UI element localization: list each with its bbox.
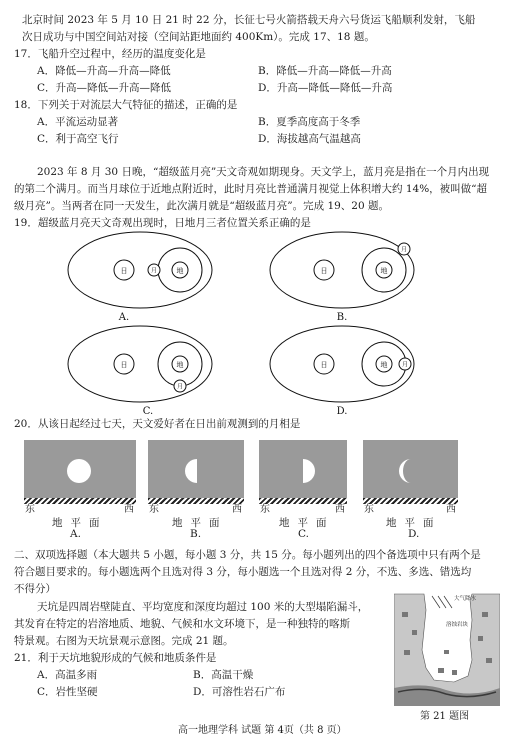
diagram-c-moon-label: 月 (176, 383, 184, 391)
q18-option-b: B．夏季高度高于冬季 (258, 116, 361, 128)
section-2-line-3: 不得分） (14, 583, 56, 595)
figure-21-rock-label: 溶蚀岩块 (446, 622, 469, 628)
passage-3-line-2: 其发育在特定的岩溶地质、地貌、气候和水文环境下，是一种独特的喀斯 (14, 618, 350, 630)
q20-option-a: A. (70, 528, 81, 540)
q20-west-c: 西 (335, 504, 345, 515)
q17-stem: 17．飞船升空过程中，经历的温度变化是 (14, 48, 206, 60)
q21-option-d: D．可溶性岩石广布 (193, 686, 286, 698)
q20-west-a: 西 (124, 504, 134, 515)
q18-option-d: D．海拔越高气温越高 (258, 133, 361, 145)
moon-phase-d (396, 456, 426, 486)
q20-ground-d (363, 498, 458, 504)
q20-ground-label-d: 地平面 (386, 517, 442, 529)
diagram-b-moon-label: 月 (400, 246, 408, 254)
moon-phase-b (182, 456, 212, 486)
diagram-a-earth-orbit (68, 232, 212, 308)
q21-option-b: B．高温干燥 (193, 669, 254, 681)
diagram-d-sun-label: 日 (320, 361, 328, 369)
diagram-b-earth-label: 地 (380, 267, 388, 275)
q20-panel-c (259, 440, 347, 498)
q18-option-c: C．利于高空飞行 (37, 133, 119, 145)
q20-panel-a (24, 440, 136, 498)
passage-1-line-1: 北京时间 2023 年 5 月 10 日 21 时 22 分，长征七号火箭搭载天舟六号货运飞船顺利发射，飞船 (22, 14, 476, 26)
diagram-d-earth-label: 地 (380, 361, 388, 369)
q19-option-b: B. (336, 312, 348, 323)
figure-21-rain-label: 大气降水 (454, 596, 477, 602)
q20-ground-a (24, 498, 136, 504)
q20-ground-label-b: 地平面 (172, 517, 228, 529)
q19-option-a: A. (118, 312, 130, 323)
section-2-line-2: 符合题目要求的。每小题选两个且选对得 3 分，每小题选一个且选对得 2 分，不选、多选、错选均 (14, 566, 472, 578)
diagram-c-sun-label: 日 (120, 361, 128, 369)
passage-2-line-3: 级月亮”。当两者在同一天发生，此次满月就是“超级蓝月亮”。完成 19、20 题。 (14, 200, 389, 212)
q20-east-b: 东 (149, 504, 159, 515)
q18-stem: 18．下列关于对流层大气特征的描述，正确的是 (14, 99, 238, 111)
passage-2-line-2: 的第二个满月。而当月球位于近地点附近时，此时月亮比普通满月视觉上体积增大约 14%，被叫做“超 (14, 183, 488, 195)
passage-1-line-2: 次日成功与中国空间站对接（空间站距地面约 400Km）。完成 17、18 题。 (22, 31, 375, 43)
moon-phase-a (64, 456, 94, 486)
diagram-b-sun-label: 日 (320, 267, 328, 275)
q17-option-d: D．升高—降低—降低—升高 (258, 82, 393, 94)
q17-option-b: B．降低—升高—降低—升高 (258, 65, 392, 77)
section-2-line-1: 二、双项选择题（本大题共 5 小题，每小题 3 分，共 15 分。每小题列出的四个备选项中只有两个是 (14, 549, 481, 561)
figure-21-caption: 第 21 题图 (420, 711, 470, 722)
q18-option-a: A．平流运动显著 (37, 116, 119, 128)
q20-west-d: 西 (446, 504, 456, 515)
diagram-c-earth-orbit (68, 326, 212, 402)
q21-option-a: A．高温多雨 (37, 669, 98, 681)
q20-ground-c (259, 498, 347, 504)
figure-21-tiankeng-diagram (394, 590, 500, 706)
moon-phase-c (288, 456, 318, 486)
page-footer: 高一地理学科 试题 第 4页（共 8 页） (178, 725, 347, 736)
passage-3-line-3: 特景观。右图为天坑景观示意图。完成 21 题。 (14, 635, 234, 647)
q20-ground-label-a: 地平面 (52, 517, 108, 529)
q20-option-d: D. (408, 528, 420, 540)
q19-stem: 19．超级蓝月亮天文奇观出现时，日地月三者位置关系正确的是 (14, 217, 311, 229)
q20-east-c: 东 (260, 504, 270, 515)
q21-option-c: C．岩性坚硬 (37, 686, 98, 698)
q21-stem: 21．利于天坑地貌形成的气候和地质条件是 (14, 652, 217, 664)
q19-option-d: D. (336, 406, 348, 417)
q20-ground-b (148, 498, 244, 504)
q17-option-c: C．升高—降低—升高—降低 (37, 82, 172, 94)
diagram-a-earth-label: 地 (176, 267, 184, 275)
diagram-a-moon-label: 月 (150, 267, 158, 275)
q19-orbit-diagrams (0, 228, 509, 428)
q20-panel-b (148, 440, 244, 498)
diagram-d-moon-label: 月 (401, 361, 409, 369)
q19-option-c: C. (142, 406, 154, 417)
q20-option-b: B. (190, 528, 202, 540)
q20-west-b: 西 (232, 504, 242, 515)
q20-east-d: 东 (364, 504, 374, 515)
q20-stem: 20．从该日起经过七天，天文爱好者在日出前观测到的月相是 (14, 418, 301, 430)
diagram-c-earth-label: 地 (176, 361, 184, 369)
q20-option-c: C. (298, 528, 309, 540)
q20-panel-d (363, 440, 458, 498)
diagram-a-sun-label: 日 (120, 267, 128, 275)
q20-ground-label-c: 地平面 (279, 517, 335, 529)
passage-2-line-1: 2023 年 8 月 30 日晚，“超级蓝月亮”天文奇观如期现身。天文学上，蓝月亮是指在一个月内出现 (37, 166, 490, 178)
q20-east-a: 东 (25, 504, 35, 515)
passage-3-line-1: 天坑是四周岩壁陡直、平均宽度和深度均超过 100 米的大型塌陷漏斗， (37, 601, 369, 613)
q17-option-a: A．降低—升高—升高—降低 (37, 65, 171, 77)
